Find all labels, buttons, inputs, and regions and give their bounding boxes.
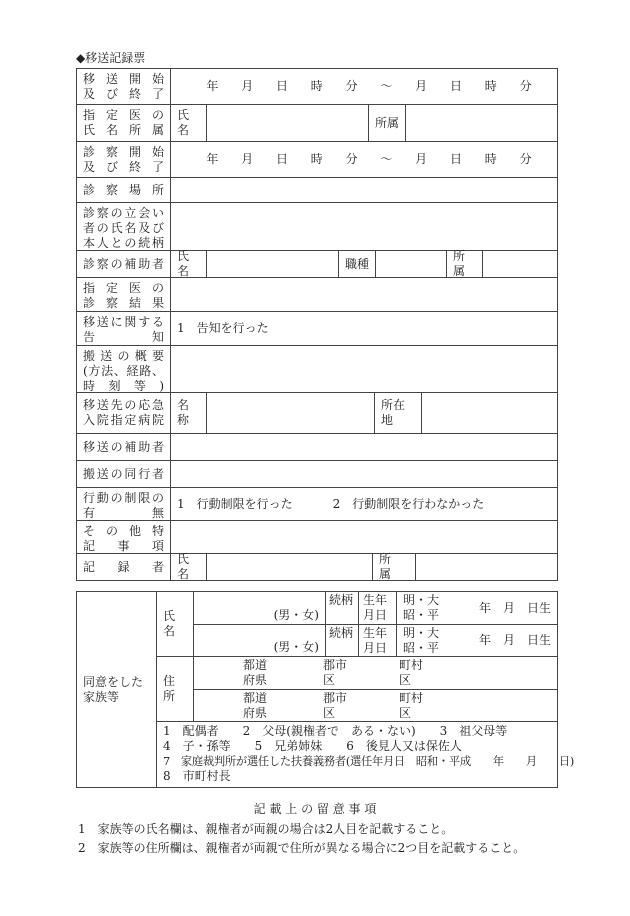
sex-choice[interactable]: (男・女) [273, 608, 319, 622]
birth-date-units: 年 月 日生 [478, 600, 551, 615]
prefecture-unit: 都道 府県 [243, 658, 268, 687]
form-title: ◆移送記録票 [76, 51, 146, 65]
family-name-field-2[interactable] [194, 625, 326, 657]
hospital-location-label: 所在地 [375, 393, 422, 434]
doctor-affiliation-field[interactable] [406, 105, 558, 142]
restriction-option-1[interactable]: 1 行動制限を行った [177, 496, 293, 511]
label-doctor: 指定医の 氏名所属 [77, 105, 171, 142]
label-transfer-period: 移送開始 及び終了 [77, 69, 171, 105]
hospital-location-field[interactable] [422, 393, 558, 434]
birth-date-field-2[interactable] [397, 625, 558, 657]
assistant-name-label: 氏名 [171, 251, 207, 278]
town-unit: 町村 区 [399, 658, 424, 687]
exam-result-field[interactable] [171, 278, 558, 312]
city-unit: 郡市 区 [323, 690, 348, 720]
transport-field[interactable] [171, 346, 558, 393]
birth-date-field-1[interactable] [397, 592, 558, 625]
sex-choice[interactable]: (男・女) [273, 640, 319, 654]
relation-label: 続柄 [326, 625, 359, 657]
relation-label: 続柄 [326, 592, 359, 625]
transfer-assistant-field[interactable] [171, 434, 558, 461]
exam-period-field[interactable] [171, 142, 558, 178]
prefecture-unit: 都道 府県 [243, 690, 268, 720]
recorder-name-label: 氏名 [171, 554, 207, 581]
era-choice[interactable]: 明・大 昭・平 [403, 593, 440, 622]
label-companion: 搬送の同行者 [77, 461, 171, 488]
restriction-option-2[interactable]: 2 行動制限を行わなかった [332, 496, 485, 511]
label-transport: 搬送の概要 (方法、経路、 時刻等) [77, 346, 171, 393]
witness-field[interactable] [171, 203, 558, 251]
companion-field[interactable] [171, 461, 558, 488]
hospital-name-field[interactable] [207, 393, 375, 434]
assistant-job-label: 職種 [339, 251, 376, 278]
birth-date-units: 年 月 日生 [478, 633, 551, 647]
label-exam-result: 指定医の 診察結果 [77, 278, 171, 312]
relation-option-line[interactable]: 4 子・孫等 5 兄弟姉妹 6 後見人又は保佐人 [163, 739, 462, 753]
family-name-label: 氏名 [157, 592, 194, 657]
restriction-field [171, 488, 558, 521]
label-restriction: 行動の制限の 有無 [77, 488, 171, 521]
family-name-field-1[interactable] [194, 592, 326, 625]
family-address-label: 住所 [157, 657, 194, 722]
assistant-affiliation-field[interactable] [483, 251, 558, 278]
assistant-job-field[interactable] [376, 251, 447, 278]
era-choice[interactable]: 明・大 昭・平 [403, 625, 440, 655]
doctor-affiliation-label: 所属 [369, 105, 406, 142]
recorder-affiliation-field[interactable] [416, 554, 558, 581]
label-hospital: 移送先の応急 入院指定病院 [77, 393, 171, 434]
label-exam-assistant: 診察の補助者 [77, 251, 171, 278]
city-unit: 郡市 区 [323, 658, 348, 687]
relation-options [157, 722, 574, 788]
label-witness: 診察の立会い 者の氏名及び 本人との続柄 [77, 203, 171, 251]
note-item: 2 家族等の住所欄は、親権者が両親で住所が異なる場合に2つ目を記載すること。 [78, 841, 526, 855]
family-address-field-2[interactable] [194, 690, 558, 722]
exam-place-field[interactable] [171, 178, 558, 203]
family-label: 同意をした 家族等 [77, 592, 157, 788]
label-recorder: 記録者 [77, 554, 171, 581]
relation-option-line[interactable]: 7 家庭裁判所が選任した扶養義務者(選任年月日 昭和・平成 年 月 日) [163, 755, 574, 768]
datetime-units: 年 月 日 時 分 ～ 月 日 時 分 [206, 79, 532, 93]
label-other: その他特 記事項 [77, 521, 171, 554]
family-address-field-1[interactable] [194, 657, 558, 690]
transfer-period-field[interactable] [171, 69, 558, 105]
assistant-name-field[interactable] [207, 251, 339, 278]
datetime-units: 年 月 日 時 分 ～ 月 日 時 分 [206, 152, 532, 166]
assistant-affiliation-label: 所属 [447, 251, 483, 278]
birth-label: 生年 月日 [359, 592, 397, 625]
note-item: 1 家族等の氏名欄は、親権者が両親の場合は2人目を記載すること。 [78, 822, 454, 836]
other-field[interactable] [171, 521, 558, 554]
relation-option-line[interactable]: 1 配偶者 2 父母(親権者で ある・ない) 3 祖父母等 [163, 724, 508, 738]
hospital-name-label: 名称 [171, 393, 207, 434]
recorder-affiliation-label: 所属 [373, 554, 416, 581]
transfer-record-table [76, 68, 558, 581]
doctor-name-field[interactable] [207, 105, 369, 142]
label-notice: 移送に関する 告知 [77, 312, 171, 346]
notice-option[interactable]: 1 告知を行った [171, 312, 558, 346]
label-transfer-assistant: 移送の補助者 [77, 434, 171, 461]
label-exam-place: 診察場所 [77, 178, 171, 203]
recorder-name-field[interactable] [207, 554, 373, 581]
notes-title: 記 載 上 の 留 意 事 項 [253, 802, 377, 816]
relation-option-line[interactable]: 8 市町村長 [163, 769, 231, 783]
birth-label: 生年 月日 [359, 625, 397, 657]
label-exam-period: 診察開始 及び終了 [77, 142, 171, 178]
family-table [76, 591, 574, 788]
doctor-name-label: 氏名 [171, 105, 207, 142]
town-unit: 町村 区 [399, 690, 424, 720]
